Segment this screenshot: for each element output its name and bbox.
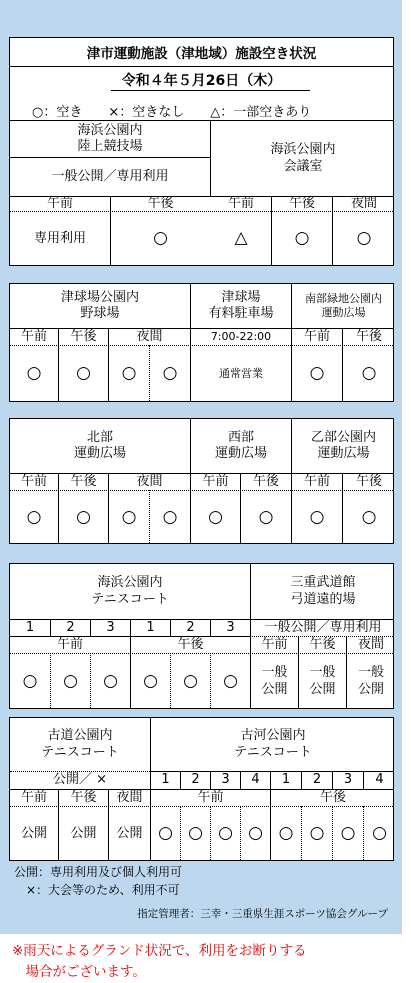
status-cell: ○	[356, 228, 372, 249]
page-title: 津市運動施設（津地域）施設空き状況	[9, 37, 394, 67]
period-am: 午前	[197, 789, 224, 805]
manager-credit: 指定管理者：三幸・三重県生涯スポーツ協会グループ	[137, 908, 388, 920]
period-am: 午前	[20, 473, 47, 489]
facility-name-track: 海浜公園内 陸上競技場	[77, 122, 143, 154]
section-baseball	[9, 283, 394, 402]
status-cell: ○	[143, 670, 158, 691]
period-pm: 午後	[355, 473, 382, 489]
period-pm: 午後	[355, 328, 382, 344]
court-number: 4	[375, 772, 384, 788]
status-cell: ○	[361, 363, 377, 384]
court-number: 2	[312, 772, 322, 788]
status-cell: △	[234, 228, 248, 249]
period-am: 午前	[56, 636, 83, 652]
status-cell: ○	[121, 506, 137, 527]
status-cell: ○	[361, 506, 377, 527]
status-cell: 公開	[70, 825, 97, 841]
facility-name-meeting-room: 海浜公園内 会議室	[270, 142, 336, 174]
rain-warning: ※雨天によるグランド状況で、利用をお断りする 場合がございます。	[12, 943, 307, 980]
period-night: 夜間	[136, 328, 163, 344]
facility-name-kaihin-tennis: 海浜公園内 テニスコート	[91, 575, 169, 607]
archery-use: 一般公開／専用利用	[264, 619, 382, 635]
status-cell: ○	[188, 823, 203, 844]
furumichi-status: 公開／ ×	[52, 772, 108, 788]
facility-name-furumichi-tennis: 古道公園内 テニスコート	[41, 728, 119, 760]
status-cell: ○	[309, 823, 325, 844]
facility-name-parking: 津球場 有料駐車場	[208, 289, 274, 321]
period-am: 午前	[303, 473, 330, 489]
court-number: 2	[66, 619, 75, 635]
status-cell: ○	[183, 670, 198, 691]
status-cell: ○	[76, 506, 91, 527]
period-pm: 午後	[309, 636, 336, 652]
status-cell: 一般 公開	[309, 665, 336, 697]
report-date: 令和４年５月26日（木）	[121, 73, 282, 89]
facility-name-archery: 三重武道館 弓道遠的場	[290, 575, 356, 607]
status-cell: ○	[162, 506, 178, 527]
status-cell: ○	[103, 670, 118, 691]
period-night: 夜間	[357, 636, 384, 652]
section-tennis-archery	[9, 563, 394, 709]
status-cell: ○	[121, 363, 137, 384]
date-underline	[111, 90, 310, 91]
court-number: 1	[161, 772, 170, 788]
date-header	[9, 67, 394, 123]
status-cell: ○	[340, 823, 356, 844]
status-cell: ○	[294, 228, 310, 249]
status-cell: ○	[26, 363, 42, 384]
status-cell: ○	[309, 363, 325, 384]
facility-name-nanbu: 南部緑地公園内 運動広場	[305, 292, 382, 319]
status-cell: 専用利用	[33, 230, 86, 246]
facility-name-baseball: 津球場公園内 野球場	[60, 289, 139, 321]
parking-status: 通常営業	[219, 367, 263, 381]
status-cell: ○	[158, 823, 173, 844]
period-night: 夜間	[350, 195, 377, 211]
court-number: 1	[146, 619, 155, 635]
status-cell: ○	[223, 670, 238, 691]
status-cell: ○	[218, 823, 233, 844]
facility-name-seibu: 西部 運動広場	[214, 429, 267, 461]
period-am: 午前	[20, 328, 47, 344]
period-pm: 午後	[252, 473, 279, 489]
facility-name-furukawa-tennis: 古河公園内 テニスコート	[234, 728, 312, 760]
status-cell: ○	[153, 228, 168, 249]
period-pm: 午後	[70, 789, 97, 805]
status-cell: ○	[258, 506, 274, 527]
status-cell: 一般 公開	[261, 665, 288, 697]
period-night: 夜間	[136, 473, 163, 489]
court-number: 1	[25, 619, 35, 635]
status-cell: ○	[248, 823, 263, 844]
status-cell: ○	[162, 363, 178, 384]
facility-name-otobe: 乙部公園内 運動広場	[310, 429, 376, 461]
status-cell: ○	[22, 670, 38, 691]
period-pm: 午後	[177, 636, 204, 652]
court-number: 3	[221, 772, 230, 788]
status-cell: ○	[278, 823, 294, 844]
section-tennis-furumichi-furukawa	[9, 717, 394, 861]
period-pm: 午後	[288, 195, 315, 211]
period-am: 午前	[202, 473, 229, 489]
symbol-legend: ○：空き ×：空きなし △：一部空きあり	[32, 105, 312, 120]
status-cell: ○	[63, 670, 78, 691]
status-cell: ○	[208, 506, 223, 527]
court-number: 3	[226, 619, 235, 635]
period-night: 夜間	[116, 789, 143, 805]
status-cell: ○	[309, 506, 325, 527]
period-pm: 午後	[70, 473, 97, 489]
period-am: 午前	[227, 195, 254, 211]
period-am: 午前	[20, 789, 47, 805]
court-number: 1	[281, 772, 291, 788]
court-number: 3	[106, 619, 115, 635]
status-cell: ○	[372, 823, 387, 844]
court-number: 2	[191, 772, 200, 788]
period-am: 午前	[46, 195, 73, 211]
status-cell: 公開	[116, 825, 143, 841]
status-cell: ○	[26, 506, 42, 527]
section-sports-fields	[9, 418, 394, 544]
note-open-meaning: 公開：専用利用及び個人利用可	[14, 865, 183, 879]
section-kaihin-track	[9, 120, 394, 266]
status-cell: 一般 公開	[357, 665, 384, 697]
period-pm: 午後	[70, 328, 97, 344]
facility-name-hokubu: 北部 運動広場	[73, 429, 126, 461]
parking-hours: 7:00-22:00	[210, 330, 272, 344]
period-pm: 午後	[147, 195, 174, 211]
period-am: 午前	[261, 636, 288, 652]
period-am: 午前	[303, 328, 330, 344]
status-cell: ○	[76, 363, 91, 384]
note-x-meaning: ×：大会等のため、利用不可	[26, 883, 180, 897]
period-pm: 午後	[319, 789, 346, 805]
facility-use-track: 一般公開／専用利用	[51, 168, 169, 184]
court-number: 4	[251, 772, 260, 788]
status-cell: 公開	[20, 825, 47, 841]
court-number: 2	[186, 619, 195, 635]
court-number: 3	[343, 772, 353, 788]
